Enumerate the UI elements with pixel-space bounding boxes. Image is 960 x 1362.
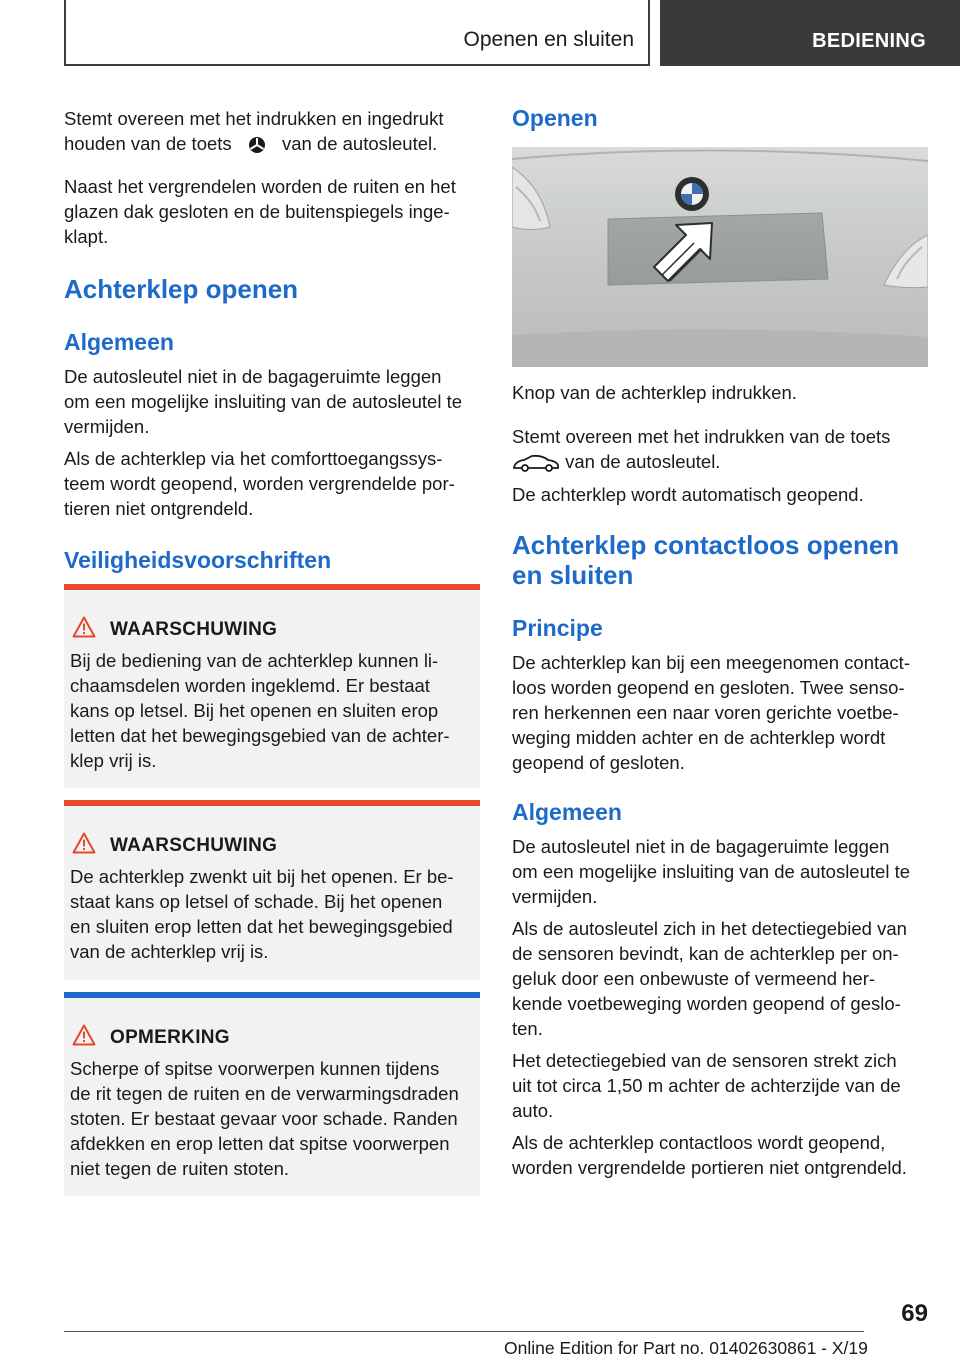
paragraph-closing-windows: Naast het vergrendelen worden de ruiten en het glazen dak gesloten en de buitenspiegels inge- klapt. [64, 176, 456, 247]
heading-algemeen-right: Algemeen [512, 799, 622, 825]
key-lock-button-icon [237, 135, 277, 155]
warning-title: WAARSCHUWING [110, 835, 278, 856]
paragraph-comforttoegang: Als de achterklep via het comforttoegangssys- teem wordt geopend, worden vergrendelde por- tieren niet ontgrendeld. [64, 448, 455, 519]
text-line: Stemt overeen met het indrukken en ingedrukt [64, 108, 444, 129]
paragraph-key-tailgate: Stemt overeen met het indrukken van de toets van de autosleutel. [512, 426, 891, 472]
car-tailgate-button-icon [512, 453, 560, 473]
warning-title: WAARSCHUWING [110, 619, 278, 640]
paragraph-alg1: De autosleutel niet in de bagageruimte leggen om een mogelijke insluiting van de autosleutel te vermijden. [512, 836, 910, 907]
warning-text: Bij de bediening van de achterklep kunnen li- chaamsdelen worden ingeklemd. Er bestaat kans op letsel. Bij het openen en sluiten erop letten dat het bewegingsgebied van de achter- klep vrij is. [70, 650, 450, 771]
text-line: van de autosleutel. [281, 133, 438, 154]
warning-box-2 [64, 800, 480, 980]
heading-contactloos: Achterklep contactloos openen en sluiten [512, 530, 900, 590]
footer-edition: Online Edition for Part no. 01402630861 - X/19 [504, 1338, 868, 1358]
note-title: OPMERKING [110, 1027, 230, 1048]
chapter-title: BEDIENING [812, 30, 926, 52]
warning-triangle-icon [72, 616, 96, 638]
paragraph-alg4: Als de achterklep contactloos wordt geopend, worden vergrendelde portieren niet ontgrendeld. [512, 1132, 907, 1178]
heading-algemeen-left: Algemeen [64, 329, 174, 355]
paragraph-automatisch: De achterklep wordt automatisch geopend. [512, 484, 864, 505]
heading-achterklep-openen: Achterklep openen [64, 274, 299, 304]
heading-openen: Openen [512, 105, 598, 131]
section-title: Openen en sluiten [463, 28, 634, 51]
paragraph-autosleutel: De autosleutel niet in de bagageruimte leggen om een mogelijke insluiting van de autosleutel te vermijden. [64, 366, 462, 437]
header-chapter-box [660, 0, 960, 66]
paragraph-knop: Knop van de achterklep indrukken. [512, 382, 797, 403]
warning-text: De achterklep zwenkt uit bij het openen. Er be- staat kans op letsel of schade. Bij het openen en sluiten erop letten dat het bewegingsgebied van de achterklep vrij is. [70, 866, 454, 962]
heading-principe: Principe [512, 615, 603, 641]
paragraph-key-hold [64, 106, 480, 156]
heading-veiligheidsvoorschriften: Veiligheidsvoorschriften [64, 547, 332, 573]
warning-triangle-icon [72, 832, 96, 854]
warning-triangle-icon [72, 1024, 96, 1046]
note-box [64, 992, 480, 1196]
tailgate-photo [512, 147, 928, 367]
note-text: Scherpe of spitse voorwerpen kunnen tijdens de rit tegen de ruiten en de verwarmingsdraden stoten. Er bestaat gevaar voor schade. Randen afdekken en erop letten dat spitse voorwerpen niet tegen de ruiten stoten. [70, 1058, 459, 1179]
footer-divider [64, 1331, 864, 1332]
page-number: 69 [901, 1300, 928, 1327]
warning-box-1 [64, 584, 480, 788]
paragraph-alg3: Het detectiegebied van de sensoren strekt zich uit tot circa 1,50 m achter de achterzijde van de auto. [512, 1050, 901, 1121]
paragraph-alg2: Als de autosleutel zich in het detectiegebied van de sensoren bevindt, kan de achterklep per on- geluk door een onbewuste of vermeend her- kende voetbeweging worden geopend of geslo- ten. [512, 918, 907, 1039]
tailgate-illustration [512, 147, 928, 367]
text-line: houden van de toets [64, 133, 232, 154]
header-section-box [64, 0, 650, 66]
paragraph-principe: De achterklep kan bij een meegenomen contact- loos worden geopend en gesloten. Twee senso- ren herkennen een naar voren gerichte voetbe- weging midden achter en de achterklep wordt geopend of gesloten. [512, 652, 910, 773]
